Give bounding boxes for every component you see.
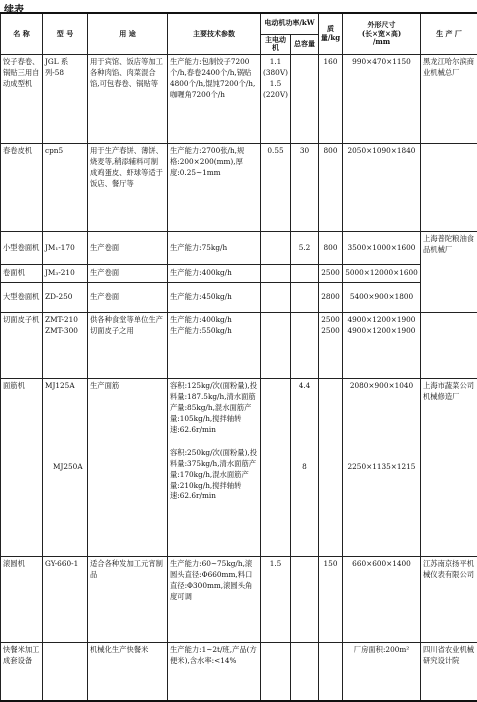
cell-params: 生产能力:2700张/h,规格:200×200(mm),厚度:0.25~1mm (168, 144, 261, 232)
header-dims: 外形尺寸 (长×宽×高) /mm (343, 13, 421, 55)
cell-params (168, 379, 261, 557)
cell-dims: 厂房面积:200m² (343, 643, 421, 701)
cell-mass: 800 (319, 232, 343, 265)
cell-power-total (291, 313, 319, 379)
cell-use: 生产卷面 (88, 283, 168, 313)
cell-model (43, 379, 88, 557)
cell-name: 大型卷面机 (1, 283, 43, 313)
cell-maker (421, 313, 477, 379)
cell-power-main: 0.55 (261, 144, 291, 232)
header-use: 用 途 (88, 13, 168, 55)
cell-params: 生产能力:1~2t/班,产品(方便米),含水率:<14% (168, 643, 261, 701)
cell-use: 适合各种发加工元宵制品 (88, 557, 168, 643)
cell-power-main (261, 265, 291, 283)
table-row (1, 313, 477, 379)
cell-use: 用于生产春饼、薄饼、烧麦等,稍添辅料可制成鸡蛋皮、虾球等适于饭店、餐厅等 (88, 144, 168, 232)
cell-params: 生产能力:60~75kg/h,滚圆头直径:Φ660mm,料口直径:Φ300mm,滚圆头角度可调 (168, 557, 261, 643)
cell-maker: 四川省农业机械研究设计院 (421, 643, 477, 701)
cell-model: JM₃-210 (43, 265, 88, 283)
table-row (1, 55, 477, 144)
header-model: 型 号 (43, 13, 88, 55)
cell-name: 饺子春卷、锅贴三用自动成型机 (1, 55, 43, 144)
cell-mass: 2500 (319, 265, 343, 283)
cell-name: 卷面机 (1, 265, 43, 283)
model-b: MJ250A (45, 462, 83, 471)
cell-dims (343, 379, 421, 557)
cell-power-total (291, 55, 319, 144)
cell-mass (319, 643, 343, 701)
dims-a: 4900×1200×1900 (345, 315, 418, 326)
cell-model: JGL 系列-58 (43, 55, 88, 144)
cell-power-main (261, 313, 291, 379)
cell-use: 供各种食堂等单位生产切面皮子之用 (88, 313, 168, 379)
cell-model: ZD-250 (43, 283, 88, 313)
cell-mass: 150 (319, 557, 343, 643)
cell-name: 快餐米加工成套设备 (1, 643, 43, 701)
cell-maker: 江苏南京扬平机械仪表有限公司 (421, 557, 477, 643)
cell-mass (319, 379, 343, 557)
continued-label: 续表 (4, 1, 24, 16)
cell-use: 用于宾馆、饭店等加工各种肉馅、肉菜混合馅,可包春卷、锅贴等 (88, 55, 168, 144)
cell-model (43, 313, 88, 379)
table-row (1, 265, 477, 283)
cell-use: 生产卷面 (88, 232, 168, 265)
cell-model (43, 643, 88, 701)
cell-dims: 2050×1090×1840 (343, 144, 421, 232)
header-name: 名 称 (1, 13, 43, 55)
cell-params: 生产能力:400kg/h (168, 265, 261, 283)
cell-power-main (261, 643, 291, 701)
cell-dims: 990×470×1150 (343, 55, 421, 144)
cell-power-total (291, 557, 319, 643)
cell-maker: 上海市蔬菜公司机械修造厂 (421, 379, 477, 557)
table-row (1, 232, 477, 265)
params-b: 容积:250kg/次(面粉量),投料量:375kg/h,清水面筋产量:170kg/h,混水面筋产量:210kg/h,搅拌轴转速:62.6r/min (170, 448, 257, 501)
cell-dims: 5400×900×1800 (343, 283, 421, 313)
header-power-total: 总容量 (291, 34, 319, 55)
cell-mass: 160 (319, 55, 343, 144)
header-mass: 质量/kg (319, 13, 343, 55)
cell-power-total (291, 283, 319, 313)
cell-name: 面筋机 (1, 379, 43, 557)
cell-use: 生产面筋 (88, 379, 168, 557)
cell-params: 生产能力:75kg/h (168, 232, 261, 265)
header-power: 电动机功率/kW (261, 13, 319, 34)
table-row (1, 144, 477, 232)
table-row (1, 283, 477, 313)
cell-name: 滚圆机 (1, 557, 43, 643)
cell-name: 春卷皮机 (1, 144, 43, 232)
cell-use: 机械化生产快餐米 (88, 643, 168, 701)
cell-power-total (291, 643, 319, 701)
model-a: MJ125A (45, 381, 75, 390)
cell-name: 切面皮子机 (1, 313, 43, 379)
dims-b: 4900×1200×1900 (345, 326, 418, 337)
cell-power-main: 1.5 (261, 557, 291, 643)
cell-power-total: 5.2 (291, 232, 319, 265)
header-power-main: 主电动机 (261, 34, 291, 55)
cell-mass: 2800 (319, 283, 343, 313)
cell-dims: 5000×12000×1600 (343, 265, 421, 283)
power-total-a: 4.4 (299, 381, 311, 390)
cell-power-total (291, 265, 319, 283)
mass-a: 2500 (321, 315, 340, 326)
cell-params: 生产能力:450kg/h (168, 283, 261, 313)
dims-a: 2080×900×1040 (350, 381, 413, 390)
cell-maker: 黑龙江哈尔滨商业机械总厂 (421, 55, 477, 144)
cell-params (168, 313, 261, 379)
model-b: ZMT-300 (45, 326, 85, 337)
cell-model: GY-660-1 (43, 557, 88, 643)
cell-maker (421, 144, 477, 232)
mass-b: 2500 (321, 326, 340, 337)
table-row (1, 643, 477, 701)
params-a: 容积:125kg/次(面粉量),投料量:187.5kg/h,清水面筋产量:85kg/h,混水面筋产量:105kg/h,搅拌轴转速:62.6r/min (170, 381, 257, 434)
cell-dims: 660×600×1400 (343, 557, 421, 643)
cell-model: JM₁-170 (43, 232, 88, 265)
params-a: 生产能力:400kg/h (170, 315, 258, 326)
cell-power-total: 30 (291, 144, 319, 232)
table-row (1, 379, 477, 557)
header-params: 主要技术参数 (168, 13, 261, 55)
header-maker: 生 产 厂 (421, 13, 477, 55)
cell-power-main (261, 283, 291, 313)
cell-maker: 上海普陀粮油食品机械厂 (421, 232, 477, 313)
cell-power-main: 1.1 (380V) 1.5 (220V) (261, 55, 291, 144)
power-total-b: 8 (302, 462, 307, 471)
cell-use: 生产卷面 (88, 265, 168, 283)
cell-model: cpn5 (43, 144, 88, 232)
cell-power-main (261, 232, 291, 265)
dims-b: 2250×1135×1215 (348, 462, 416, 471)
cell-power-main (261, 379, 291, 557)
cell-mass: 800 (319, 144, 343, 232)
cell-dims: 3500×1000×1600 (343, 232, 421, 265)
table-row (1, 557, 477, 643)
model-a: ZMT-210 (45, 315, 85, 326)
cell-name: 小型卷面机 (1, 232, 43, 265)
cell-mass (319, 313, 343, 379)
cell-dims (343, 313, 421, 379)
equipment-table (0, 12, 477, 702)
cell-params: 生产能力:包制饺子7200个/h,春卷2400个/h,锅贴4800个/h,馄饨7200个/h,咖喱角7200个/h (168, 55, 261, 144)
params-b: 生产能力:550kg/h (170, 326, 258, 337)
cell-power-total (291, 379, 319, 557)
